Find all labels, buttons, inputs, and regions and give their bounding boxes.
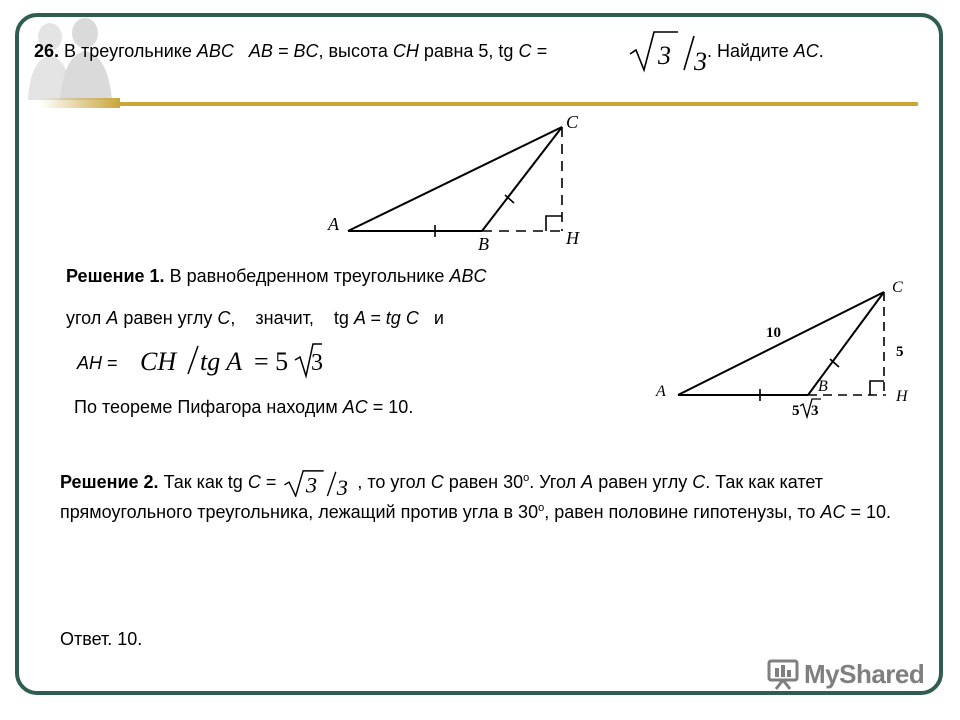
svg-text:CH: CH	[140, 347, 177, 376]
presentation-board-icon	[766, 657, 800, 691]
problem-question: . Найдите AC.	[707, 41, 824, 61]
solution2-tg-formula	[281, 469, 357, 497]
solution2-paragraph: Решение 2. Так как tg C = 3 3 , то угол C равен 30$^o$. Угол A равен углу C. Так как катет прямоугольного треугольника, лежащий против угла в 30$^o$, равен половине гипотенузы, то AC = 10.	[60, 467, 920, 527]
fig2-side-ch: 5	[896, 344, 904, 360]
problem-statement: 26. В треугольнике ABC AB = BC, высота CH равна 5, tg C =	[34, 41, 547, 61]
ah-formula	[136, 340, 326, 380]
svg-text:3: 3	[337, 475, 349, 498]
solution1-pythagoras: По теореме Пифагора находим AC = 10.	[74, 397, 414, 417]
svg-text:3: 3	[311, 350, 323, 376]
svg-text:tg A: tg A	[200, 347, 243, 376]
fig1-label-c: C	[566, 112, 579, 132]
answer-text: Ответ. 10.	[60, 629, 143, 649]
triangle-figure-1	[320, 110, 600, 255]
fig2-label-a: A	[656, 383, 666, 400]
fig2-side-bh-root: 3	[811, 403, 819, 419]
solution1-ah-label: AH =	[77, 353, 118, 373]
svg-text:3: 3	[694, 47, 707, 74]
fig1-label-b: B	[478, 234, 489, 254]
logo-text: MyShared	[804, 658, 925, 689]
solution1-line1: Решение 1. В равнобедренном треугольнике ABC	[66, 266, 487, 286]
header-divider	[120, 102, 918, 106]
solution1-line2: угол A равен углу C, значит, tg A = tg C и	[66, 308, 444, 328]
fig1-label-h: H	[566, 228, 579, 248]
fig2-label-c: C	[892, 279, 903, 296]
svg-text:= 5: = 5	[254, 347, 289, 376]
fig1-label-a: A	[328, 214, 339, 234]
fig2-label-h: H	[896, 388, 908, 405]
myshared-logo[interactable]	[766, 656, 924, 692]
triangle-figure-2	[648, 275, 928, 425]
fig2-side-ac: 10	[766, 325, 781, 341]
fig2-label-b: B	[818, 378, 828, 395]
svg-text:3: 3	[306, 472, 318, 498]
svg-text:3: 3	[658, 41, 671, 70]
header-accent-fade	[40, 98, 120, 108]
problem-tg-formula	[628, 28, 708, 74]
fig2-side-bh-num: 5	[792, 403, 800, 419]
